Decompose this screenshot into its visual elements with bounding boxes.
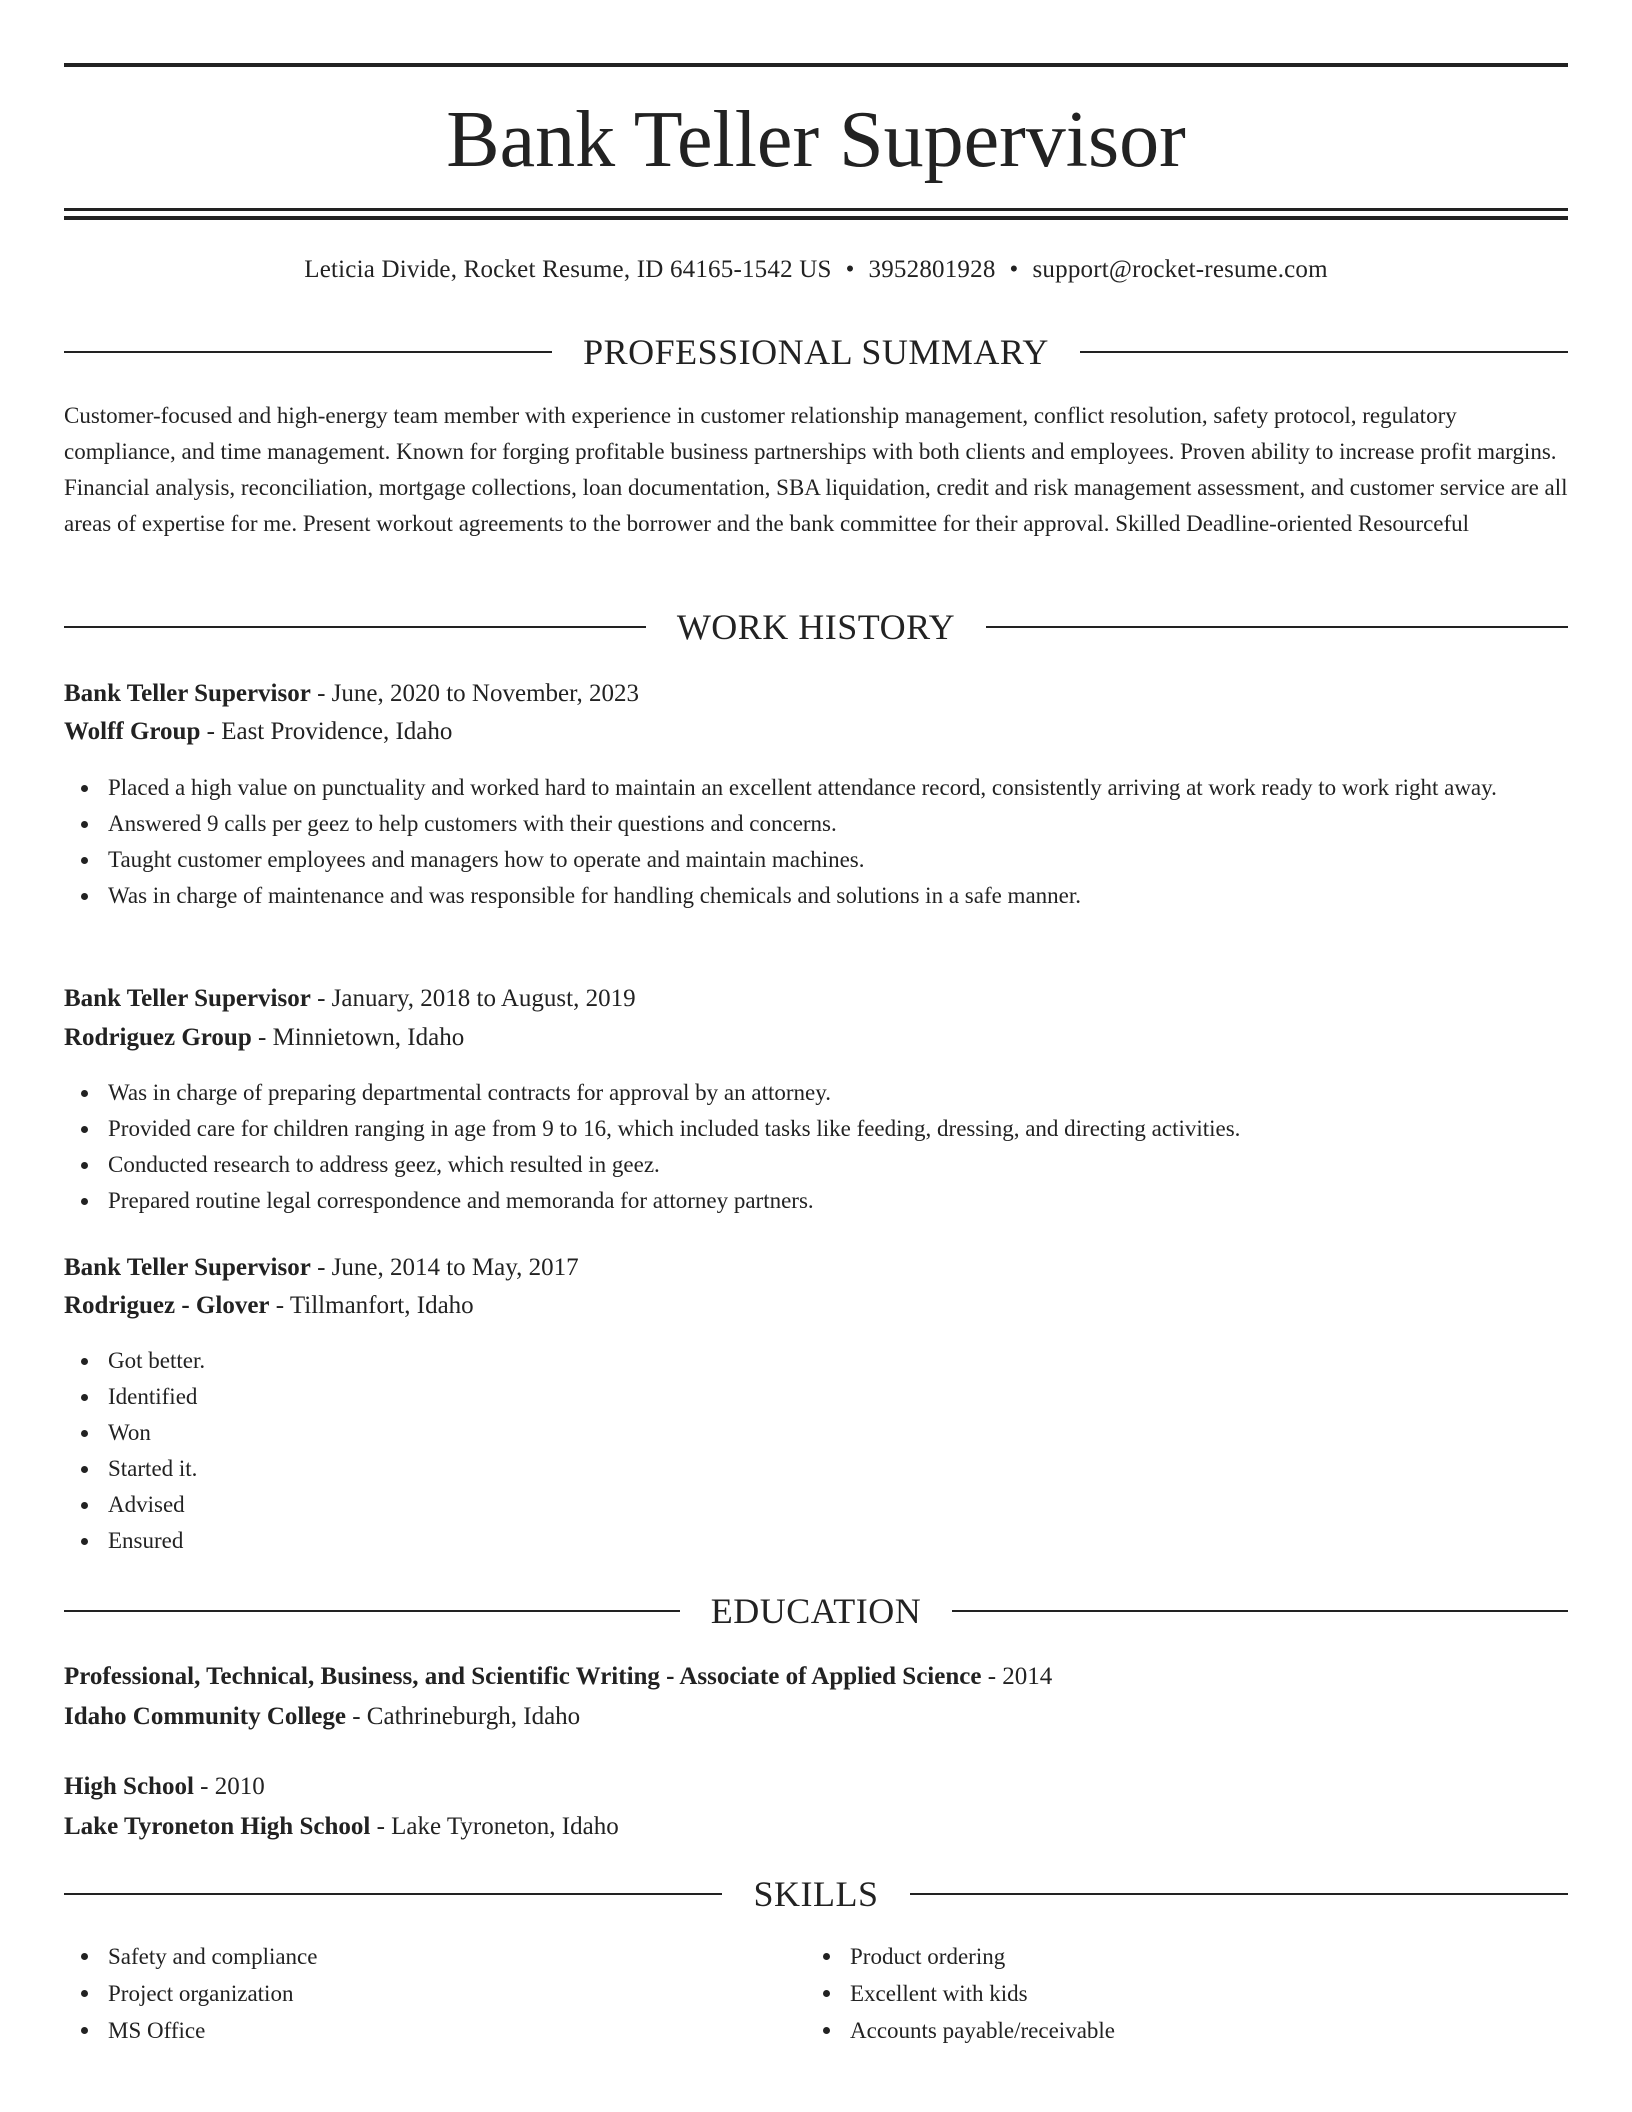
- job-location: - East Providence, Idaho: [200, 718, 453, 745]
- list-item: Was in charge of preparing departmental contracts for approval by an attorney.: [64, 1075, 1568, 1111]
- title-rule-lower: [64, 216, 1568, 220]
- job-dates: - June, 2020 to November, 2023: [310, 680, 639, 707]
- job-company-line: [64, 1288, 474, 1324]
- education-school: Idaho Community College: [64, 1703, 346, 1730]
- job-title-line: [64, 981, 636, 1017]
- section-title-work: WORK HISTORY: [676, 607, 956, 647]
- list-item: Conducted research to address geez, which resulted in geez.: [64, 1147, 1568, 1183]
- list-item: Was in charge of maintenance and was responsible for handling chemicals and solutions in a safe manner.: [64, 878, 1568, 914]
- skill-item: MS Office: [64, 2012, 764, 2049]
- job-company: Rodriguez Group: [64, 1024, 252, 1051]
- section-header-education: [64, 1589, 1568, 1633]
- summary-text: Customer-focused and high-energy team member with experience in customer relationship management, conflict resolution, safety protocol, regulatory compliance, and time management. Known for forging profitable business partnerships with both clients and employees. Proven ability to increase profit margins. Financial analysis, reconciliation, mortgage collections, loan documentation, SBA liquidation, credit and risk management assessment, and customer service are all areas of expertise for me. Present workout agreements to the borrower and the bank committee for their approval. Skilled Deadline-oriented Resourceful: [64, 403, 1568, 536]
- job-company: Wolff Group: [64, 718, 201, 745]
- skill-item: Safety and compliance: [64, 1938, 764, 1975]
- list-item: Got better.: [64, 1343, 1568, 1379]
- list-item: Ensured: [64, 1523, 1568, 1559]
- section-header-work: [64, 605, 1568, 649]
- section-title-summary: PROFESSIONAL SUMMARY: [583, 332, 1049, 372]
- job-role: Bank Teller Supervisor: [64, 985, 311, 1012]
- list-item: Started it.: [64, 1451, 1568, 1487]
- skills-list-right: [806, 1938, 1506, 2049]
- section-title-skills: SKILLS: [753, 1874, 879, 1914]
- job-role: Bank Teller Supervisor: [64, 680, 311, 707]
- list-item: Provided care for children ranging in age from 9 to 16, which included tasks like feeding, dressing, and directing activities.: [64, 1111, 1568, 1147]
- job-company-line: [64, 714, 452, 750]
- education-year: - 2014: [981, 1663, 1053, 1690]
- section-title-education: EDUCATION: [710, 1591, 922, 1631]
- list-item: Answered 9 calls per geez to help customers with their questions and concerns.: [64, 806, 1568, 842]
- contact-line: [64, 254, 1568, 286]
- list-item: Taught customer employees and managers how to operate and maintain machines.: [64, 842, 1568, 878]
- job-company: Rodriguez - Glover: [64, 1292, 270, 1319]
- education-school-line: [64, 1809, 619, 1845]
- list-item: Won: [64, 1415, 1568, 1451]
- education-degree-line: [64, 1659, 1052, 1695]
- education-school: Lake Tyroneton High School: [64, 1813, 371, 1840]
- skill-item: Project organization: [64, 1975, 764, 2012]
- skill-item: Excellent with kids: [806, 1975, 1506, 2012]
- education-year: - 2010: [193, 1773, 265, 1800]
- education-school-line: [64, 1699, 580, 1735]
- job-bullets: [64, 770, 1568, 914]
- skill-item: Product ordering: [806, 1938, 1506, 1975]
- job-title-line: [64, 676, 639, 712]
- job-dates: - January, 2018 to August, 2019: [310, 985, 636, 1012]
- job-location: - Tillmanfort, Idaho: [269, 1292, 474, 1319]
- list-item: Identified: [64, 1379, 1568, 1415]
- contact-phone: 3952801928: [868, 256, 996, 283]
- list-item: Placed a high value on punctuality and worked hard to maintain an excellent attendance record, consistently arriving at work ready to work right away.: [64, 770, 1568, 806]
- contact-separator: •: [845, 256, 855, 283]
- skills-list-left: [64, 1938, 764, 2049]
- job-title-line: [64, 1250, 579, 1286]
- education-degree-line: [64, 1769, 265, 1805]
- skill-item: Accounts payable/receivable: [806, 2012, 1506, 2049]
- job-location: - Minnietown, Idaho: [251, 1024, 465, 1051]
- list-item: Advised: [64, 1487, 1568, 1523]
- job-role: Bank Teller Supervisor: [64, 1254, 311, 1281]
- education-degree: High School: [64, 1773, 194, 1800]
- contact-email: support@rocket-resume.com: [1032, 256, 1328, 283]
- contact-separator: •: [1009, 256, 1019, 283]
- job-bullets: [64, 1343, 1568, 1559]
- education-degree: Professional, Technical, Business, and Scientific Writing - Associate of Applied Science: [64, 1663, 982, 1690]
- title-rule-upper: [64, 208, 1568, 211]
- job-bullets: [64, 1075, 1568, 1219]
- job-company-line: [64, 1020, 464, 1056]
- education-location: - Lake Tyroneton, Idaho: [370, 1813, 619, 1840]
- list-item: Prepared routine legal correspondence and memoranda for attorney partners.: [64, 1183, 1568, 1219]
- top-rule: [64, 63, 1568, 67]
- section-header-summary: [64, 330, 1568, 374]
- job-dates: - June, 2014 to May, 2017: [310, 1254, 579, 1281]
- section-header-skills: [64, 1872, 1568, 1916]
- contact-address: Leticia Divide, Rocket Resume, ID 64165-1542 US: [304, 256, 832, 283]
- education-location: - Cathrineburgh, Idaho: [345, 1703, 581, 1730]
- resume-title: Bank Teller Supervisor: [446, 96, 1186, 184]
